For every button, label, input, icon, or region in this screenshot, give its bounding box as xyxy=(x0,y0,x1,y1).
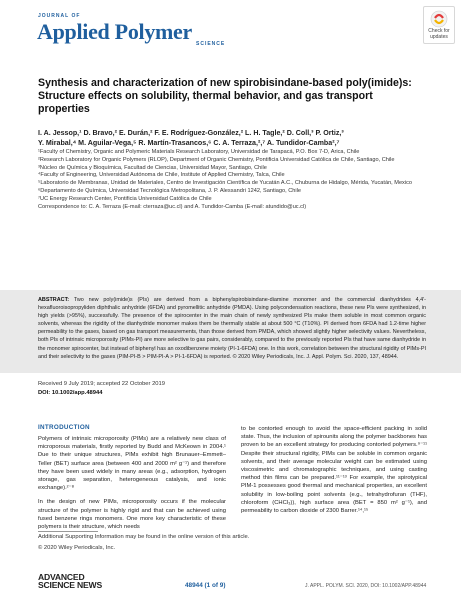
check-updates-icon xyxy=(430,10,448,28)
footnote-divider xyxy=(38,531,98,532)
affiliation-4: ⁴Faculty of Engineering, Universidad Autónoma de Chile, Institute of Applied Chemistry, Talca, Chile xyxy=(38,172,285,179)
authors-line-2: Y. Mirabal,⁴ M. Aguilar-Vega,⁵ R. Martín-Trasancos,⁶ C. A. Terraza,²,⁷ A. Tundidor-Camba²,⁷ xyxy=(38,139,340,147)
logo-line-1: ADVANCED xyxy=(38,572,85,582)
introduction-heading: INTRODUCTION xyxy=(38,424,90,431)
abstract-text: Two new poly(imide)s (PIs) are derived from a biphenylspirobisindane-diamine monomer and the commercial dianhydrides 4,4′-hexafluoroisopropyliden diphthalic anhydride (6FDA) and pyromellitic anhydride (PMDA). Using polycondensation reactions, these new PIs were synthesized, in high yields (>95%), successfully. The presence of the spirocenter in the main chain of newly synthesized PIs make them soluble in most common organic solvents, whereas the rigidity of the dianhydride monomer makes them be thermally stable at about 500 °C (T10%). PI derived from 6FDA had 1.2-time higher permeability to the gases, based on gas transport measurements, than those derived from PMDA, which showed slightly higher selectivity values. Nevertheless, both PIs of intrinsic microporosity (PIMs-PI) are more selective to gas pairs, considerably, compared to the previously reported PIs that have same dianhydride in the monomer spirocenter, but instead of biphenyl has an oxodibenzene moiety (PI-1-6FDA) one. In this work, correlation between the structural rigidity of PIMs-PI and their selectivity to the gases (PIM-PI-B > PIM-PI-A > PI-1-6FDA) is reported. © 2020 Wiley Periodicals, Inc. J. Appl. Polym. Sci. 2020, 137, 48944. xyxy=(38,297,426,360)
body-column-left xyxy=(38,435,226,537)
affiliations xyxy=(38,149,430,211)
journal-reference: J. APPL. POLYM. SCI. 2020, DOI: 10.1002/APP.48944 xyxy=(305,583,427,589)
affiliation-2: ²Research Laboratory for Organic Polymers (RLOP), Department of Organic Chemistry, Pontificia Universidad Católica de Chile, Santiago, Chile xyxy=(38,156,395,163)
affiliation-5: ⁵Laboratorio de Membranas, Unidad de Materiales, Centro de Investigación Científica de Yucatán A.C., Chuburna de Hidalgo, Mérida, Yucatán, Mexico xyxy=(38,180,413,187)
correspondence: Correspondence to: C. A. Terraza (E-mail: cterraza@uc.cl) and A. Tundidor-Camba (E-mail: atundido@uc.cl) xyxy=(38,203,307,210)
abstract-label: ABSTRACT: xyxy=(38,297,70,303)
affiliation-3: ³Núcleo de Química y Bioquímica, Facultad de Ciencias, Universidad Mayor, Santiago, Chile xyxy=(38,164,267,171)
check-updates-line2: updates xyxy=(430,33,448,40)
body-column-right xyxy=(241,425,427,521)
intro-paragraph-2: In the design of new PIMs, microporosity occurs if the molecular structure of the polymer is highly rigid and that can be achieved using fused benzene rings monomers. One more key characteristic of these polymers is their structure, which needs xyxy=(38,499,226,531)
page-number: 48944 (1 of 9) xyxy=(185,582,226,589)
abstract xyxy=(38,296,426,361)
journal-sub-label: SCIENCE xyxy=(196,41,226,47)
author-list xyxy=(38,128,428,148)
journal-small-label: JOURNAL OF xyxy=(38,13,81,19)
intro-paragraph-1: Polymers of intrinsic microporosity (PIMs) are a relatively new class of microporous materials, firstly reported by Budd and McKeown in 2004.¹ Due to their unique structures, PIMs exhibit high Brunauer–Emmett–Teller (BET) surface area (between 400 and 2000 m² g⁻¹) and therefore they have been used widely in many areas (e.g., adsorption, hydrogen storage, gas separation, heterogeneous catalysis, and ionic exchange).²⁻⁸ xyxy=(38,436,226,492)
check-updates-line1: Check for xyxy=(428,28,450,34)
check-for-updates-button[interactable] xyxy=(423,6,455,44)
doi-link[interactable]: DOI: 10.1002/app.48944 xyxy=(38,390,103,396)
affiliation-1: ¹Faculty of Chemistry, Organic and Polymeric Materials Research Laboratory, Universidad de Tarapacá, P.O. Box 7-D, Arica, Chile xyxy=(38,149,360,155)
received-dates: Received 9 July 2019; accepted 22 October 2019 xyxy=(38,381,165,387)
logo-line-2: SCIENCE NEWS xyxy=(38,579,102,590)
authors-line-1: I. A. Jessop,¹ D. Bravo,² E. Durán,² F. E. Rodríguez-González,² L. H. Tagle,² D. Coll,³ P. Ortiz,³ xyxy=(38,129,344,137)
copyright-note: © 2020 Wiley Periodicals, Inc. xyxy=(38,545,116,551)
intro-paragraph-3: to be contorted enough to avoid the space-efficient packing in solid state. Thus, the inclusion of spirounits along the polymer backbones has proven to be an excellent strategy for producing contorted polymers.⁹⁻¹¹ Despite their structural rigidity, PIMs can be soluble in common organic solvents, and their average molecular weight can be estimated using viscosimetric and chromatographic techniques, and using casting method thin films can be prepared.¹¹⁻¹³ For example, the spirotypical PIM-1 possesses good thermal and mechanical properties, an excellent solubility in low-boiling point solvents (e.g., tetrahydrofuran (THF), chloroform (CHCl₃)), high surface area (BET = 850 m² g⁻¹), and permeability to carbon dioxide of 2300 Barrer.¹⁴,¹⁵ xyxy=(241,426,427,515)
journal-title: Applied Polymer xyxy=(37,19,192,44)
affiliation-7: ⁷UC Energy Research Center, Pontificia Universidad Católica de Chile xyxy=(38,195,212,202)
supporting-info-note: Additional Supporting Information may be found in the online version of this article. xyxy=(38,534,250,540)
advanced-science-news-logo xyxy=(38,574,102,589)
affiliation-6: ⁶Departamento de Química, Universidad Tecnológica Metropolitana, J. P. Alessandri 1242, Santiago, Chile xyxy=(38,187,301,194)
article-title: Synthesis and characterization of new spirobisindane-based poly(imide)s: Structure effects on solubility, thermal behavior, and gas transport properties xyxy=(38,77,412,115)
